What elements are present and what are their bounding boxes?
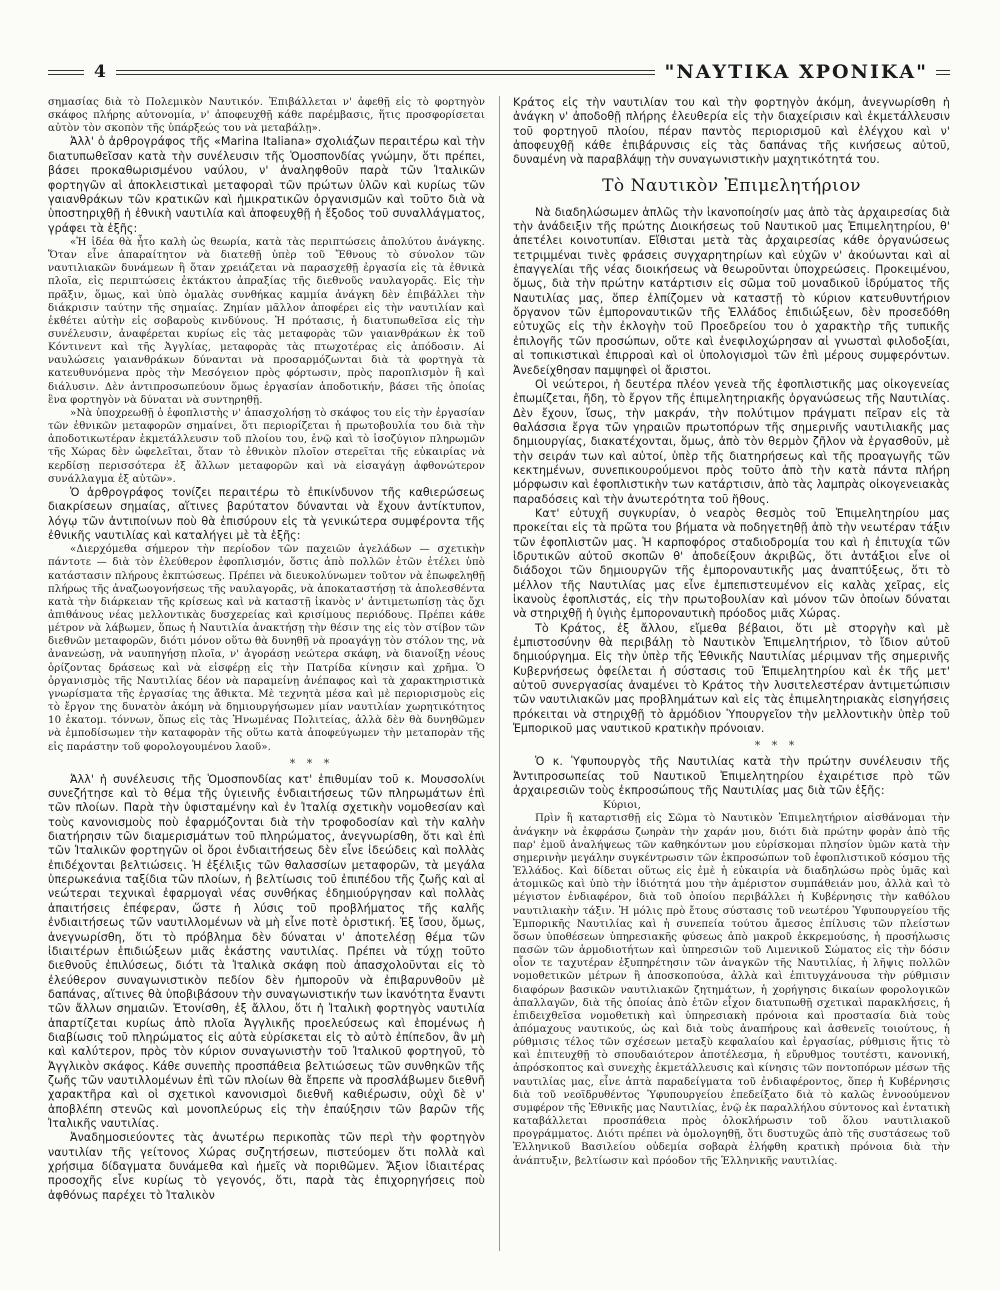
page-number: 4 bbox=[94, 62, 106, 82]
paragraph: Κράτος εἰς τὴν ναυτιλίαν του καὶ τὴν φορτηγὸν ἀκόμη, ἀνεγνωρίσθη ἡ ἀνάγκη ν' ἀποδοθῇ πλήρης ἐλευθερία εἰς τὴν διαχείρισιν καὶ ἐκμετάλλευσιν τοῦ φορτηγοῦ πλοίου, πέραν παντὸς περιορισμοῦ καὶ ἐλέγχου καὶ ν' ἀποφευχθῇ κάθε ἐπιβάρυνσις εἰς τὰς δαπάνας τῆς κινήσεως αὐτοῦ, δυναμένη νὰ παραβλάψῃ τὴν συναγωνιστικὴν μαχητικότητά του. bbox=[513, 96, 950, 167]
paragraph: Ὁ κ. Ὑφυπουργὸς τῆς Ναυτιλίας κατὰ τὴν πρώτην συνέλευσιν τῆς Ἀντιπροσωπείας τοῦ Ναυτικοῦ Ἐπιμελητηρίου ἐχαιρέτισε πρὸ τῶν ἀρχαιρεσιῶν τοὺς ἐκπροσώπους τῆς Ναυτιλίας μας διὰ τῶν ἑξῆς: bbox=[513, 755, 950, 798]
section-separator: * * * bbox=[289, 756, 334, 770]
header-rule-middle bbox=[116, 70, 655, 75]
article-columns bbox=[48, 96, 950, 1263]
quote-paragraph: «Ἡ ἰδέα θὰ ἦτο καλὴ ὡς θεωρία, κατὰ τὰς περιπτώσεις ἀπολύτου ἀνάγκης. Ὅταν εἶνε ἀπαραίτητον νὰ διατεθῇ ὑπὲρ τοῦ Ἔθνους τὸ σύνολον τῶν ναυτιλιακῶν δυνάμεων ἢ ὅταν χρειάζεται νὰ παρασχεθῇ ἐργασία εἰς τὰ ἐθνικὰ πλοῖα, εἰς περιπτώσεις ἐκτάκτου ἀπραξίας τῆς διεθνοῦς ναυλαγορᾶς. Εἰς τὴν πρᾶξιν, ὅμως, καὶ ὑπὸ ὁμαλὰς συνθήκας καμμία ἀνάγκη δὲν ἐπιβάλλει τὴν διάκρισιν ταύτην τῆς σημαίας. Ζημίαν μᾶλλον ἀποφέρει εἰς τὴν ναυτιλίαν καὶ ἐκθέτει αὐτὴν εἰς σοβαροὺς κινδύνους. Ἡ πρότασις, ἡ διατυπωθεῖσα εἰς τὴν συνέλευσιν, ἀναφέρεται κυρίως εἰς τὰς μεταφορὰς τῶν γαιανθράκων ἐκ τοῦ Κόντινεντ καὶ τῆς Ἀγγλίας, μεταφορὰς τὰς πτωχοτέρας εἰς ἀπόδοσιν. Αἱ ναυλώσεις γαιανθράκων δύνανται νὰ προσαρμόζωνται διὰ τὰ φορτηγὰ τὰ κατευθυνόμενα πρὸς τὴν Μεσόγειον πρὸς φόρτωσιν, πρὸς παροπλισμὸν ἢ καὶ διάλυσιν. Δὲν ἀντιπροσωπεύουν ὅμως ἐργασίαν ἀποδοτικήν, βάσει τῆς ὁποίας ἓνα φορτηγὸν νὰ δύναται νὰ συντηρηθῇ. bbox=[48, 236, 485, 406]
quote-paragraph: «Διερχόμεθα σήμερον τὴν περίοδον τῶν παχειῶν ἀγελάδων — σχετικὴν πάντοτε — διὰ τὸν ἐλεύθερον ἐφοπλισμόν, ὅστις ἀπὸ πολλῶν ἐτῶν ἐτέλει ὑπὸ κατάστασιν πλήρους ἐκπτώσεως. Πρέπει νὰ διευκολύνωμεν τοῦτον νὰ ἐπωφεληθῇ πλήρως τῆς ἀναζωογονήσεως τῆς ναυλαγορᾶς, νὰ ἀποκαταστήσῃ τὰ ἀπολεσθέντα κατὰ τὴν διάρκειαν τῆς κρίσεως καὶ νὰ καταστῇ ἱκανὸς ν' ἀντιμετωπίσῃ τὰς ὄχι ἀπιθάνους νέας μελλοντικὰς δυσχερείας καὶ κρισίμους περιόδους. Πρέπει κάθε μέτρον νὰ λάβωμεν, ὅπως ἡ Ναυτιλία ἀνακτήσῃ τὴν θέσιν της εἰς τὸν στίβον τῶν διεθνῶν μεταφορῶν, διότι μόνον οὕτω θὰ δυνηθῇ νὰ προαγάγῃ τὸν στόλον της, νὰ ἀνανεώσῃ, νὰ ναυπηγήσῃ πλοῖα, ν' ἀγοράσῃ νεώτερα σκάφη, νὰ διανοίξῃ νέους ὁρίζοντας δράσεως καὶ νὰ εἰσφέρῃ εἰς τὴν Πατρίδα κίνησιν καὶ χρῆμα. Ὁ ὀργανισμὸς τῆς Ναυτιλίας δέον νὰ παραμείνῃ ἀνέπαφος καὶ τὰ χαρακτηριστικὰ γνωρίσματα τῆς ἐργασίας της ἄθικτα. Μὲ τεχνητὰ μέσα καὶ μὲ περιορισμοὺς εἰς τὸ ἔργον της δυνατὸν ἀκόμη νὰ δημιουργήσωμεν μίαν ναυτιλίαν χωρητικότητος 10 ἑκατομ. τόννων, ὅπως εἰς τὰς Ἡνωμένας Πολιτείας, ἀλλὰ δὲν θὰ δυνηθῶμεν νὰ ἐμποδίσωμεν τὴν καταφορὰν τῆς οὕτω κατὰ ἀποφεύγωμεν τὴν μεταπορὰν τῆς εἰς παράστην τοῦ φορολογουμένου λαοῦ». bbox=[48, 544, 485, 753]
quote-paragraph: »Νὰ ὑποχρεωθῇ ὁ ἐφοπλιστὴς ν' ἀπασχολήσῃ τὸ σκάφος του εἰς τὴν ἐργασίαν τῶν ἐθνικῶν μεταφορῶν σημαίνει, ὅτι περιορίζεται ἡ πρωτοβουλία του διὰ τὴν ἀποδοτικωτέραν ἐκμετάλλευσιν τοῦ πλοίου του, ἐνῷ καὶ τὸ ἰσοζύγιον πληρωμῶν τῆς Χώρας δὲν ὠφελεῖται, ὅταν τὸ ἐθνικὸν πλοῖον στερεῖται τῆς εὐκαιρίας νὰ κερδίσῃ περισσότερα ἐξ ἄλλων μεταφορῶν καὶ νὰ εἰσαγάγῃ ἀφθονώτερον συνάλλαγμα ἐξ αὐτῶν». bbox=[48, 407, 485, 485]
left-column bbox=[48, 96, 485, 1263]
speech-paragraph: Πρὶν ἢ καταρτισθῇ εἰς Σῶμα τὸ Ναυτικὸν Ἐπιμελητήριον αἰσθάνομαι τὴν ἀνάγκην νὰ ἐκφράσω ζωηρὰν τὴν χαράν μου, διότι διὰ πρώτην φορὰν ἀπὸ τῆς παρ' ἐμοῦ ἀναλήψεως τῶν καθηκόντων μου εὑρίσκομαι πλησίον ὑμῶν κατὰ τὴν σημερινὴν μεγάλην συγκέντρωσιν τῶν ἐκπροσώπων τοῦ ἐφοπλιστικοῦ κόσμου τῆς Ἑλλάδος. Καὶ δίδεται οὕτως εἰς ἐμὲ ἡ εὐκαιρία νὰ διαδηλώσω πρὸς ὑμᾶς καὶ ἀτομικῶς καὶ ὑπὸ τὴν ἰδιότητά μου τὴν ἀμέριστον συμπάθειάν μου, ἀλλὰ καὶ τὸ μέγιστον ἐνδιαφέρον, διὰ τοῦ ὁποίου περιβάλλει ἡ Κυβέρνησις τὴν καθόλου ναυτιλιακὴν τάξιν. Ἡ μόλις πρὸ ἔτους σύστασις τοῦ νεωτέρου Ὑφυπουργείου τῆς Ἐμπορικῆς Ναυτιλίας καὶ ἡ συνεπεία τούτου ἄμεσος ἐπίλυσις τῶν πλείστων ὅσων ὑποθέσεων ὑπηρεσιακῆς φύσεως ἀπὸ μακροῦ ἐκκρεμούσης, ἡ προσήλωσις πασῶν τῶν ἁρμοδιοτήτων καὶ ὑπηρεσιῶν τοῦ Λιμενικοῦ Σώματος εἰς τὴν δόσιν οἷον τε ταχυτέραν ἐξυπηρέτησιν τῶν ἀναγκῶν τῆς Ναυτιλίας, ἡ λῆψις πολλῶν νομοθετικῶν μέτρων ἢ ἀποσκοπούσα, ἀλλὰ καὶ ἐπιτυγχάνουσα τὴν ρύθμισιν διαφόρων βασικῶν ναυτιλιακῶν ζητημάτων, ἡ χορήγησις δικαίων φορολογικῶν ἀπαλλαγῶν, διὰ τῆς ὁποίας ἀπὸ ἐτῶν εἶχον διατυπωθῇ σχετικαὶ παρακλήσεις, ἡ ἐπιδειχθεῖσα νομοθετικὴ καὶ ὑπηρεσιακὴ πρόνοια καὶ προστασία διὰ τοὺς ἀπόμαχους ναυτικούς, ὡς καὶ διὰ τοὺς ἀναπήρους καὶ ἀσθενεῖς τοιούτους, ἡ ρύθμισις τέλος τῶν σχέσεων μεταξὺ κεφαλαίου καὶ ἐργασίας, ρύθμισις ἥτις τὸ καὶ ἐπιτευχθῇ τὸ σπουδαιότερον ἀποτέλεσμα, ἡ εὔρυθμος τουτέστι, κανονική, ἀπρόσκοπτος καὶ συνεχὴς ἐκμετάλλευσις καὶ κίνησις τῶν ποντοπόρων μέσων τῆς ναυτιλίας μας, εἶνε ἁπτὰ παραδείγματα τοῦ ἐνδιαφέροντος, ὅπερ ἡ Κυβέρνησις διὰ τοῦ νεοϊδρυθέντος Ὑφυπουργείου ἐπεδείξατο διὰ τὸ καλῶς ἐννοούμενον συμφέρον τῆς Ἐθνικῆς μας Ναυτιλίας, ἐνῷ ἐκ παραλλήλου σύντονος καὶ ἐντατικὴ καταβάλλεται προσπάθεια πρὸς ὁλοκλήρωσιν τοῦ ὅλου ναυτιλιακοῦ προγράμματος. Διότι πρέπει νὰ ὁμολογηθῇ, ὅτι δυστυχῶς ἀπὸ τῆς συστάσεως τοῦ Ἑλληνικοῦ Βασιλείου οὐδεμία σοβαρὰ ἐλήφθη κρατικὴ πρόνοια διὰ τὴν ἀνάπτυξιν, βελτίωσιν καὶ πρόοδον τῆς Ἑλληνικῆς ναυτιλίας. bbox=[513, 813, 950, 1167]
paragraph: Τὸ Κράτος, ἐξ ἄλλου, εἴμεθα βέβαιοι, ὅτι μὲ στοργὴν καὶ μὲ ἐμπιστοσύνην θὰ περιβάλῃ τὸ Ναυτικὸν Ἐπιμελητήριον, τὸ ἴδιον αὐτοῦ δημιούργημα. Εἰς τὴν ὑπὲρ τῆς Ἐθνικῆς Ναυτιλίας μέριμναν τῆς σημερινῆς Κυβερνήσεως ὀφείλεται ἡ σύστασις τοῦ Ἐπιμελητηρίου καὶ ἐκ τῆς μετ' αὐτοῦ συνεργασίας ἀναμένει τὸ Κράτος τὴν λυσιτελεστέραν ἀντιμετώπισιν τῶν ναυτιλιακῶν μας προβλημάτων καὶ εἰς τὰς ἐπιμελητηριακὰς εἰσηγήσεις πρόκειται νὰ στηριχθῇ τὸ ἁρμόδιον Ὑπουργεῖον τὴν μελλοντικὴν ὑπὲρ τοῦ Ἐμπορικοῦ μας ναυτικοῦ κρατικὴν πρόνοιαν. bbox=[513, 621, 950, 736]
right-column bbox=[513, 96, 950, 1263]
article-title: Τὸ Ναυτικὸν Ἐπιμελητήριον bbox=[602, 175, 861, 196]
paragraph: Ἀναδημοσιεύοντες τὰς ἀνωτέρω περικοπὰς τῶν περὶ τὴν φορτηγὸν ναυτιλίαν τῆς γείτονος Χώρας συζητήσεων, πιστεύομεν ὅτι πολλὰ καὶ χρήσιμα δίδαγματα δυνάμεθα καὶ ἡμεῖς νὰ ποριθῶμεν. Ἄξιον ἰδιαιτέρας προσοχῆς εἶνε κυρίως τὸ γεγονός, ὅτι, παρὰ τὰς ἐπιχορηγήσεις ποὺ ἀφθόνως παρέχει τὸ Ἰταλικὸν bbox=[48, 1131, 485, 1202]
masthead-title: "ΝΑΥΤΙΚΑ ΧΡΟΝΙΚΑ" bbox=[664, 61, 928, 83]
paragraph: Νὰ διαδηλώσωμεν ἁπλῶς τὴν ἱκανοποίησίν μας ἀπὸ τὰς ἀρχαιρεσίας διὰ τὴν ἀνάδειξιν τῆς πρώτης Διοικήσεως τοῦ Ναυτικοῦ μας Ἐπιμελητηρίου, θ' ἀπετέλει κοινοτυπίαν. Εἴθισται μετὰ τὰς ἀρχαιρεσίας κάθε ὀργανώσεως τετριμμέναι τινὲς φράσεις συγχαρητηρίων καὶ εὐχῶν ν' ἀκούωνται καὶ αἱ ἐπαγγελίαι τῆς νέας διοικήσεως νὰ θεωροῦνται ὑποχρεώσεις. Προκειμένου, ὅμως, διὰ τὴν πρώτην κατάρτισιν εἰς σῶμα τοῦ μοναδικοῦ ἱδρύματος τῆς Ναυτιλίας μας, ὅπερ ἐλπίζομεν νὰ καταστῇ τὸ κύριον κατευθυντήριον ὄργανον τῶν ἐμποροναυτικῶν τῆς Ἑλλάδος ἐπιδιώξεων, δὲν προσεδόθη εὐτυχῶς εἰς τὴν ἐκλογὴν τοῦ Προεδρείου του ὁ χαρακτὴρ τῆς τυπικῆς ἐπιλογῆς τῶν προσώπων, οὔτε καὶ ἐνεφιλοχώρησαν αἱ γνωσταὶ φιλοδοξίαι, αἱ τοπικιστικαὶ ἐπιρροαὶ καὶ οἱ ὑπολογισμοὶ τῶν ἐπὶ μέρους συμφερόντων. Ἀνεδείχθησαν παμψηφεὶ οἱ ἄριστοι. bbox=[513, 205, 950, 377]
paragraph: σημασίας διὰ τὸ Πολεμικὸν Ναυτικόν. Ἐπιβάλλεται ν' ἀφεθῇ εἰς τὸ φορτηγὸν σκάφος πλήρης αὐτονομία, ν' ἀποφευχθῇ κάθε παρέμβασις, ἥτις προσφορίσεται αὐτὸν τὸν σκοπὸν τῆς ὑπάρξεώς του νὰ μεταβάλῃ». bbox=[48, 97, 485, 135]
header-rule-left bbox=[48, 70, 84, 75]
paragraph: Ἀλλ' ὁ ἀρθρογράφος τῆς «Marina Italiana» σχολιάζων περαιτέρω καὶ τὴν διατυπωθεῖσαν κατὰ τὴν συνέλευσιν τῆς Ὁμοσπονδίας γνώμην, ὅτι πρέπει, βάσει προκαθωρισμένου ναύλου, ν' ἀναληφθοῦν παρὰ τῶν Ἰταλικῶν φορτηγῶν αἱ ἀποκλειστικαὶ μεταφοραὶ τῶν πρώτων ὑλῶν καὶ κυρίως τῶν γαιανθράκων τῶν κρατικῶν καὶ ἡμικρατικῶν ὀργανισμῶν καὶ τοῦτο διὰ νὰ ὑποστηριχθῇ ἡ ἐθνικὴ ναυτιλία καὶ ἀποφευχθῇ ἡ ἔξοδος τοῦ συναλλάγματος, γράφει τὰ ἑξῆς: bbox=[48, 135, 485, 235]
paragraph: Οἱ νεώτεροι, ἡ δευτέρα πλέον γενεὰ τῆς ἐφοπλιστικῆς μας οἰκογενείας ἐπωμίζεται, ἤδη, τὸ ἔργον τῆς ἐπιμελητηριακῆς ὀργανώσεως τῆς Ναυτιλίας. Δὲν ἔχουν, ἴσως, τὴν μακράν, τὴν πολύτιμον πράγματι πεῖραν εἰς τὰ θαλάσσια ἔργα τῶν γηραιῶν πρωτοπόρων τῆς σημερινῆς ναυτιλιακῆς μας δημιουργίας, διακατέχονται, ὅμως, ἀπὸ τὸν θερμὸν ζῆλον νὰ ἐργασθοῦν, μὲ τὴν σειράν των καὶ αὐτοί, ὑπὲρ τῆς διατηρήσεως καὶ τῆς προαγωγῆς τῶν κεκτημένων, συνεπικουρούμενοι πρὸς τοῦτο ἀπὸ τὴν κατὰ πάντα πλήρη μόρφωσιν καὶ ἐφοπλιστικὴν των κατάρτισιν, ἀπὸ τὰς λαμπρὰς οἰκογενειακὰς παραδόσεις καὶ τὴν ἀνωτερότητα τοῦ ἤθους. bbox=[513, 377, 950, 506]
paragraph: Κατ' εὐτυχῆ συγκυρίαν, ὁ νεαρὸς θεσμὸς τοῦ Ἐπιμελητηρίου μας προκείται εἰς τὰ πρῶτα του βήματα νὰ ποδηγετηθῇ ἀπὸ τὴν νεωτέραν τάξιν τῶν ἐφοπλιστῶν μας. Ἡ καρποφόρος σταδιοδρομία του καὶ ἡ ἐπιτυχία τῶν ἱδρυτικῶν αὐτοῦ σκοπῶν θ' ἀποδείξουν ἀκριβῶς, ὅτι ἀντάξιοι εἶνε οἱ διάδοχοι τῶν δημιουργῶν τῆς ἐμποροναυτικῆς μας ἀναπτύξεως, ὅτι τὸ μέλλον τῆς Ναυτιλίας μας εἶνε ἐμπεπιστευμένον εἰς καλὰς χεῖρας, εἰς ἱκανοὺς ἐφοπλιστάς, εἰς τὴν πρωτοβουλίαν καὶ μόνον τῶν ὁποίων δύναται νὰ στηριχθῇ ἡ ὑγιὴς ἐμποροναυτικὴ πρόοδος μιᾶς Χώρας. bbox=[513, 506, 950, 621]
salutation: Κύριοι, bbox=[603, 799, 641, 812]
header-rule-right bbox=[936, 70, 950, 75]
paragraph: Ὁ ἀρθρογράφος τονίζει περαιτέρω τὸ ἐπικίνδυνον τῆς καθιερώσεως διακρίσεων σημαίας, αἵτινες βαρύτατον δύνανται νὰ ἔχουν ἀντίκτυπον, λόγῳ τῶν ἀντιποίνων ποὺ θὰ ἐπισύρουν εἰς τὰ γενικώτερα συμφέροντα τῆς ἐθνικῆς ναυτιλίας καὶ καταλήγει μὲ τὰ ἑξῆς: bbox=[48, 485, 485, 542]
page-header bbox=[48, 60, 950, 84]
section-separator: * * * bbox=[754, 739, 799, 753]
paragraph: Ἀλλ' ἡ συνέλευσις τῆς Ὁμοσπονδίας κατ' ἐπιθυμίαν τοῦ κ. Μουσσολίνι συνεζήτησε καὶ τὸ θέμα τῆς ὑγιεινῆς ἐνδιαιτήσεως τῶν πληρωμάτων ἐπὶ τῶν πλοίων. Παρὰ τὴν ὑφισταμένην καὶ ἐν Ἰταλίᾳ σχετικὴν νομοθεσίαν καὶ τοὺς κανονισμοὺς ποὺ ἐφαρμόζονται διὰ τὴν τροφοδοσίαν καὶ τὴν καλὴν διατήρησιν τῶν διαμερισμάτων τοῦ πληρώματος, ἀνεγνωρίσθη, ὅτι καὶ ἐπὶ τῶν Ἰταλικῶν φορτηγῶν οἱ ὅροι ἐνδιαιτήσεως δὲν εἶνε ἰδεώδεις καὶ πολλὰς ἐπιδέχονται βελτιώσεις. Ἡ ἐξέλιξις τῶν θαλασσίων μεταφορῶν, τὰ μεγάλα ὑπερωκεάνια ταξίδια τῶν πλοίων, ἡ βελτίωσις τοῦ ἐπιπέδου τῆς ζωῆς καὶ αἱ νεώτεραι τεχνικαὶ ἐφαρμογαὶ νέας συνθήκας ἐδημιούργησαν καὶ πολλὰς ἀπαιτήσεις ἐπέφεραν, ὥστε ἡ λύσις τοῦ προβλήματος τῆς καλῆς ἐνδιαιτήσεως τῶν ναυτιλλομένων νὰ μὴ εἶνε ποτὲ ὁριστική. Ἐξ ἴσου, ὅμως, ἀνεγνωρίσθη, ὅτι τὸ πρόβλημα δὲν δύναται ν' ἀποτελέσῃ θέμα τῶν ἰδιαιτέρων ἐπιδιώξεων μιᾶς ἑκάστης ναυτιλίας. Πρέπει νὰ τύχῃ τοῦτο διεθνοῦς ἐπιλύσεως, διότι τὰ Ἰταλικὰ σκάφη ποὺ ἀπασχολοῦνται εἰς τὸ ἐλεύθερον συναγωνιστικὸν πεδίον δὲν ἠμποροῦν νὰ ἐπιβαρυνθοῦν μὲ δαπάνας, αἵτινες θὰ ὑποβιβάσουν τὴν συναγωνιστικήν των ἱκανότητα ἔναντι τῶν ἄλλων σημαιῶν. Ἐτονίσθη, ἐξ ἄλλου, ὅτι ἡ Ἰταλικὴ φορτηγὸς ναυτιλία ἀπαρτίζεται κυρίως ἀπὸ πλοῖα Ἀγγλικῆς προελεύσεως καὶ ἑπομένως ἡ διαβίωσις τοῦ πληρώματος εἰς αὐτὰ εὑρίσκεται εἰς τὸ αὐτὸ ἐπίπεδον, ἂν μὴ καὶ καλύτερον, πρὸς τὸν κύριον συναγωνιστὴν τοῦ Ἰταλικοῦ φορτηγοῦ, τὸ Ἀγγλικὸν σκάφος. Κάθε συνεπὴς προσπάθεια βελτιώσεως τῶν συνθηκῶν τῆς ζωῆς τῶν ναυτιλλομένων ἐπὶ τῶν πλοίων θὰ ἔπρεπε νὰ προσλάβωμεν διεθνῆ χαρακτῆρα καὶ οἱ σχετικοὶ κανονισμοὶ διεθνῆ καθιέρωσιν, οὐχὶ δὲ ν' ἀποβλέπη στενῶς καὶ μονοπλεύρως εἰς τὴν ἐπαύξησιν τῶν βαρῶν τῆς Ἰταλικῆς ναυτιλίας. bbox=[48, 772, 485, 1130]
